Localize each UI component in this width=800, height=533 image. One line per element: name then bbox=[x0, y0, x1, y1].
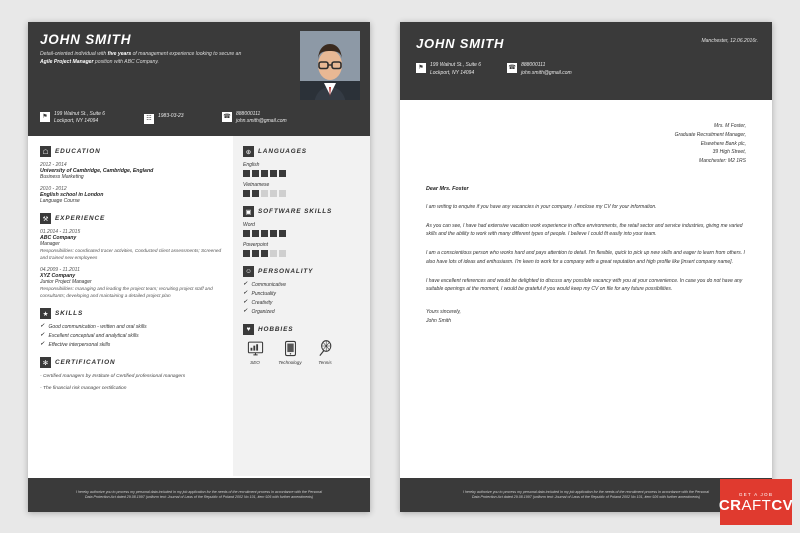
hobby-label: Technology bbox=[278, 360, 302, 365]
check-icon: ✓ bbox=[40, 341, 45, 348]
badge-logo bbox=[719, 498, 793, 513]
letter-phone-value: 888000111 bbox=[521, 62, 546, 68]
phone-icon: ☎ bbox=[508, 65, 516, 71]
section-certification-title: CERTIFICATION bbox=[55, 359, 116, 367]
letter-sign-off: Yours sincerely, bbox=[426, 309, 461, 315]
cv-body bbox=[28, 136, 370, 476]
ribbon-icon: ✻ bbox=[40, 357, 51, 368]
contact-email-value: john.smith@gmail.com bbox=[236, 118, 287, 124]
recipient-line: Mrs. M Foster, bbox=[714, 123, 746, 129]
personality-label: Communicative bbox=[251, 282, 286, 288]
cv-footer bbox=[28, 478, 370, 512]
letter-contact-phone-email[interactable] bbox=[507, 62, 572, 77]
personality-item bbox=[243, 300, 360, 306]
experience-entry-date: 01.2014 - 11.2015 bbox=[40, 229, 81, 235]
location-icon: ⚑ bbox=[416, 63, 426, 73]
person-icon: ☺ bbox=[243, 266, 254, 277]
letter-footer bbox=[400, 478, 772, 512]
heart-icon: ♥ bbox=[243, 324, 254, 335]
cv-name: JOHN SMITH bbox=[40, 32, 132, 47]
section-personality-title: PERSONALITY bbox=[258, 268, 314, 275]
education-entry-date: 2010 - 2012 bbox=[40, 186, 67, 192]
letter-email-value: john.smith@gmail.com bbox=[521, 69, 572, 76]
personality-item bbox=[243, 309, 360, 315]
education-entry-sub: Language Course bbox=[40, 198, 80, 204]
software-label: Word bbox=[243, 222, 255, 228]
letter-city-date: Manchester, 12.06.2016r. bbox=[701, 38, 758, 44]
section-languages-title: LANGUAGES bbox=[258, 148, 307, 155]
contact-birthdate[interactable] bbox=[144, 113, 214, 124]
section-languages-header bbox=[243, 146, 360, 157]
letter-location-line1: 199 Walnut St., Suite 6 bbox=[430, 62, 482, 68]
experience-entry bbox=[40, 229, 223, 261]
cv-header bbox=[28, 22, 370, 100]
badge-logo-mid: AFT bbox=[741, 496, 772, 514]
recipient-line: 39 High Street, bbox=[712, 149, 746, 156]
letter-sign-name: John Smith bbox=[426, 318, 452, 324]
experience-entry-role: Manager bbox=[40, 241, 60, 247]
skill-label: Effective interpersonal skills bbox=[48, 342, 111, 349]
avatar bbox=[300, 31, 360, 107]
section-skills-header bbox=[40, 308, 223, 319]
software-rating bbox=[243, 250, 360, 257]
recipient-line: Elsewhere Bank plc, bbox=[700, 140, 746, 147]
cv-summary-pre: Detail-oriented individual with bbox=[40, 51, 108, 57]
experience-entry bbox=[40, 267, 223, 299]
skill-item bbox=[40, 324, 223, 330]
section-software-title: SOFTWARE SKILLS bbox=[258, 208, 333, 215]
hobby-item bbox=[243, 340, 267, 365]
craftcv-watermark-badge[interactable] bbox=[720, 479, 792, 525]
seo-chart-icon bbox=[247, 340, 264, 357]
letter-header bbox=[400, 22, 772, 100]
personality-label: Punctuality bbox=[251, 291, 276, 297]
portrait-photo-icon bbox=[300, 31, 360, 107]
section-personality-header bbox=[243, 266, 360, 277]
letter-location-line2: Lockport, NY 14094 bbox=[430, 69, 475, 76]
education-entry-sub: Business Marketing bbox=[40, 174, 84, 180]
cv-summary bbox=[40, 51, 255, 67]
software-label: Powerpoint bbox=[243, 242, 269, 248]
personality-item bbox=[243, 291, 360, 297]
skill-item bbox=[40, 333, 223, 339]
experience-entry-role: Junior Project Manager bbox=[40, 279, 92, 286]
experience-entry-title: ABC Company bbox=[40, 235, 77, 241]
letter-name: JOHN SMITH bbox=[416, 36, 505, 51]
badge-logo-left: CR bbox=[718, 496, 742, 514]
contact-location-line1: 199 Walnut St., Suite 6 bbox=[54, 110, 106, 117]
cv-summary-end: position with ABC Company. bbox=[93, 58, 159, 65]
recipient-address bbox=[426, 122, 746, 166]
section-hobbies-header bbox=[243, 324, 360, 335]
section-education-header bbox=[40, 146, 223, 157]
letter-body bbox=[400, 100, 772, 326]
cv-summary-mid: of management experience looking to secure an bbox=[131, 51, 242, 57]
software-rating bbox=[243, 230, 360, 237]
experience-entry-title: XYZ Company bbox=[40, 273, 76, 280]
graduation-cap-icon: ☖ bbox=[40, 146, 51, 157]
letter-paragraph: I have excellent references and would be delighted to discuss any possible vacancy with you at your convenience. In case you do not have any suitable openings at the moment, I would be grateful if you would keep my CV on file for any future possibilities. bbox=[426, 277, 743, 293]
cv-summary-bold-1: five years bbox=[107, 51, 132, 57]
section-certification bbox=[40, 357, 223, 392]
hobby-item bbox=[313, 340, 337, 365]
check-icon: ✓ bbox=[40, 323, 45, 330]
experience-entry-date: 04.2009 - 11.2011 bbox=[40, 267, 80, 274]
section-experience-header bbox=[40, 213, 223, 224]
experience-entry-desc: Responsibilities: managing and leading the project team; recruiting project staff and consultants; developing and maintaining a detailed project plan bbox=[40, 286, 213, 299]
experience-entry-desc: Responsibilities: coordinated tracer activities, Conducted client assessments; Screened and trained new employees bbox=[40, 248, 222, 261]
skill-label: Good communication - written and oral skills bbox=[48, 324, 147, 331]
check-icon: ✓ bbox=[243, 308, 248, 314]
section-education-title: EDUCATION bbox=[55, 148, 101, 155]
globe-icon: ⊕ bbox=[243, 146, 254, 157]
phone-icon: ☎ bbox=[223, 113, 231, 120]
cv-side-column bbox=[233, 136, 370, 476]
section-hobbies-title: HOBBIES bbox=[258, 326, 294, 333]
education-entry bbox=[40, 186, 223, 204]
tablet-icon bbox=[282, 340, 299, 357]
personality-item bbox=[243, 282, 360, 288]
cv-contact-bar bbox=[28, 100, 370, 136]
letter-footer-consent: I hereby authorize you to process my personal data included in my job application for the needs of the recruitment process in accordance with the Personal Data Protection Act dated 29.08.1997 (uniform text: Journal of Laws of the Republic of Poland 2002 No 101, item 926 with further amendments) bbox=[462, 489, 710, 499]
recipient-line: Graduate Recruitment Manager, bbox=[674, 131, 746, 138]
section-hobbies bbox=[243, 324, 360, 365]
letter-salutation: Dear Mrs. Foster bbox=[426, 185, 469, 192]
language-label: English bbox=[243, 162, 260, 168]
section-personality bbox=[243, 266, 360, 315]
letter-contact-bar bbox=[416, 62, 758, 77]
badge-logo-right: CV bbox=[771, 496, 794, 514]
monitor-icon: ▣ bbox=[243, 206, 254, 217]
language-rating bbox=[243, 190, 360, 197]
recipient-line: Manchester: M2 1RS bbox=[699, 158, 746, 164]
language-label: Vietnamese bbox=[243, 182, 270, 188]
section-education bbox=[40, 146, 223, 204]
cv-document-page bbox=[28, 22, 370, 512]
section-software-skills bbox=[243, 206, 360, 257]
letter-paragraph: I am writing to enquire if you have any vacancies in your company. I enclose my CV for your information. bbox=[426, 203, 657, 210]
personality-label: Creativity bbox=[251, 300, 273, 306]
letter-paragraph: As you can see, I have had extensive vacation work experience in office environments, the retail sector and service industries, giving me varied skills and the ability to work with many different types of people. I believe I could fit easily into your team. bbox=[426, 222, 743, 238]
certification-item: - Certified managers by Institute of Certified professional managers bbox=[40, 374, 186, 380]
hobbies-list bbox=[243, 340, 360, 365]
briefcase-icon: ⚒ bbox=[40, 213, 51, 224]
language-rating bbox=[243, 170, 360, 177]
personality-label: Organized bbox=[251, 309, 275, 315]
contact-location[interactable] bbox=[40, 111, 136, 126]
cv-main-column bbox=[28, 136, 233, 476]
section-experience-title: EXPERIENCE bbox=[55, 215, 106, 222]
section-software-header bbox=[243, 206, 360, 217]
education-entry-title: English school in London bbox=[40, 192, 104, 198]
contact-phone-value: 888000111 bbox=[236, 110, 261, 117]
tennis-racket-icon bbox=[317, 340, 334, 357]
education-entry-date: 2012 - 2014 bbox=[40, 162, 67, 168]
cv-footer-consent: I hereby authorize you to process my personal data included in my job application for the needs of the recruitment process in accordance with the Personal Data Protection Act dated 29.08.1997 (uniform text: Journal of Laws of the Republic of Poland 2002 No 101, item 926 with further amendments) bbox=[75, 489, 323, 499]
skill-item bbox=[40, 342, 223, 348]
letter-signature bbox=[426, 308, 746, 326]
section-certification-header bbox=[40, 357, 223, 368]
education-entry bbox=[40, 162, 223, 180]
check-icon: ✓ bbox=[243, 299, 248, 305]
contact-birthdate-value: 1983-03-23 bbox=[158, 112, 184, 119]
star-icon: ★ bbox=[40, 308, 51, 319]
hobby-label: Tennis bbox=[318, 360, 332, 365]
contact-phone-email[interactable] bbox=[222, 111, 287, 126]
contact-location-line2: Lockport, NY 14094 bbox=[54, 118, 99, 124]
skill-label: Excellent conceptual and analytical skills bbox=[48, 333, 139, 340]
letter-contact-location[interactable] bbox=[416, 62, 481, 77]
badge-tagline: GET A JOB bbox=[738, 491, 774, 497]
education-entry-title: University of Cambridge, Cambridge, England bbox=[40, 168, 154, 174]
check-icon: ✓ bbox=[243, 281, 248, 287]
hobby-item bbox=[278, 340, 302, 365]
check-icon: ✓ bbox=[243, 290, 248, 296]
check-icon: ✓ bbox=[40, 332, 45, 339]
cover-letter-page bbox=[400, 22, 772, 512]
cv-summary-bold-2: Agile Project Manager bbox=[40, 58, 94, 65]
section-languages bbox=[243, 146, 360, 197]
calendar-icon: ☷ bbox=[144, 114, 154, 124]
hobby-label: SEO bbox=[250, 360, 260, 365]
certification-item: - The financial risk manager certification bbox=[40, 385, 127, 391]
letter-paragraph: I am a conscientious person who works hard and pays attention to detail. I'm flexible, quick to pick up new skills and eager to learn from others. I also have lots of ideas and enthusiasm. I'm keen to work for a company with a great reputation and high profile like [insert company name]. bbox=[426, 250, 745, 265]
location-icon: ⚑ bbox=[40, 112, 50, 122]
section-skills-title: SKILLS bbox=[55, 310, 84, 318]
section-experience bbox=[40, 213, 223, 299]
section-skills bbox=[40, 308, 223, 348]
